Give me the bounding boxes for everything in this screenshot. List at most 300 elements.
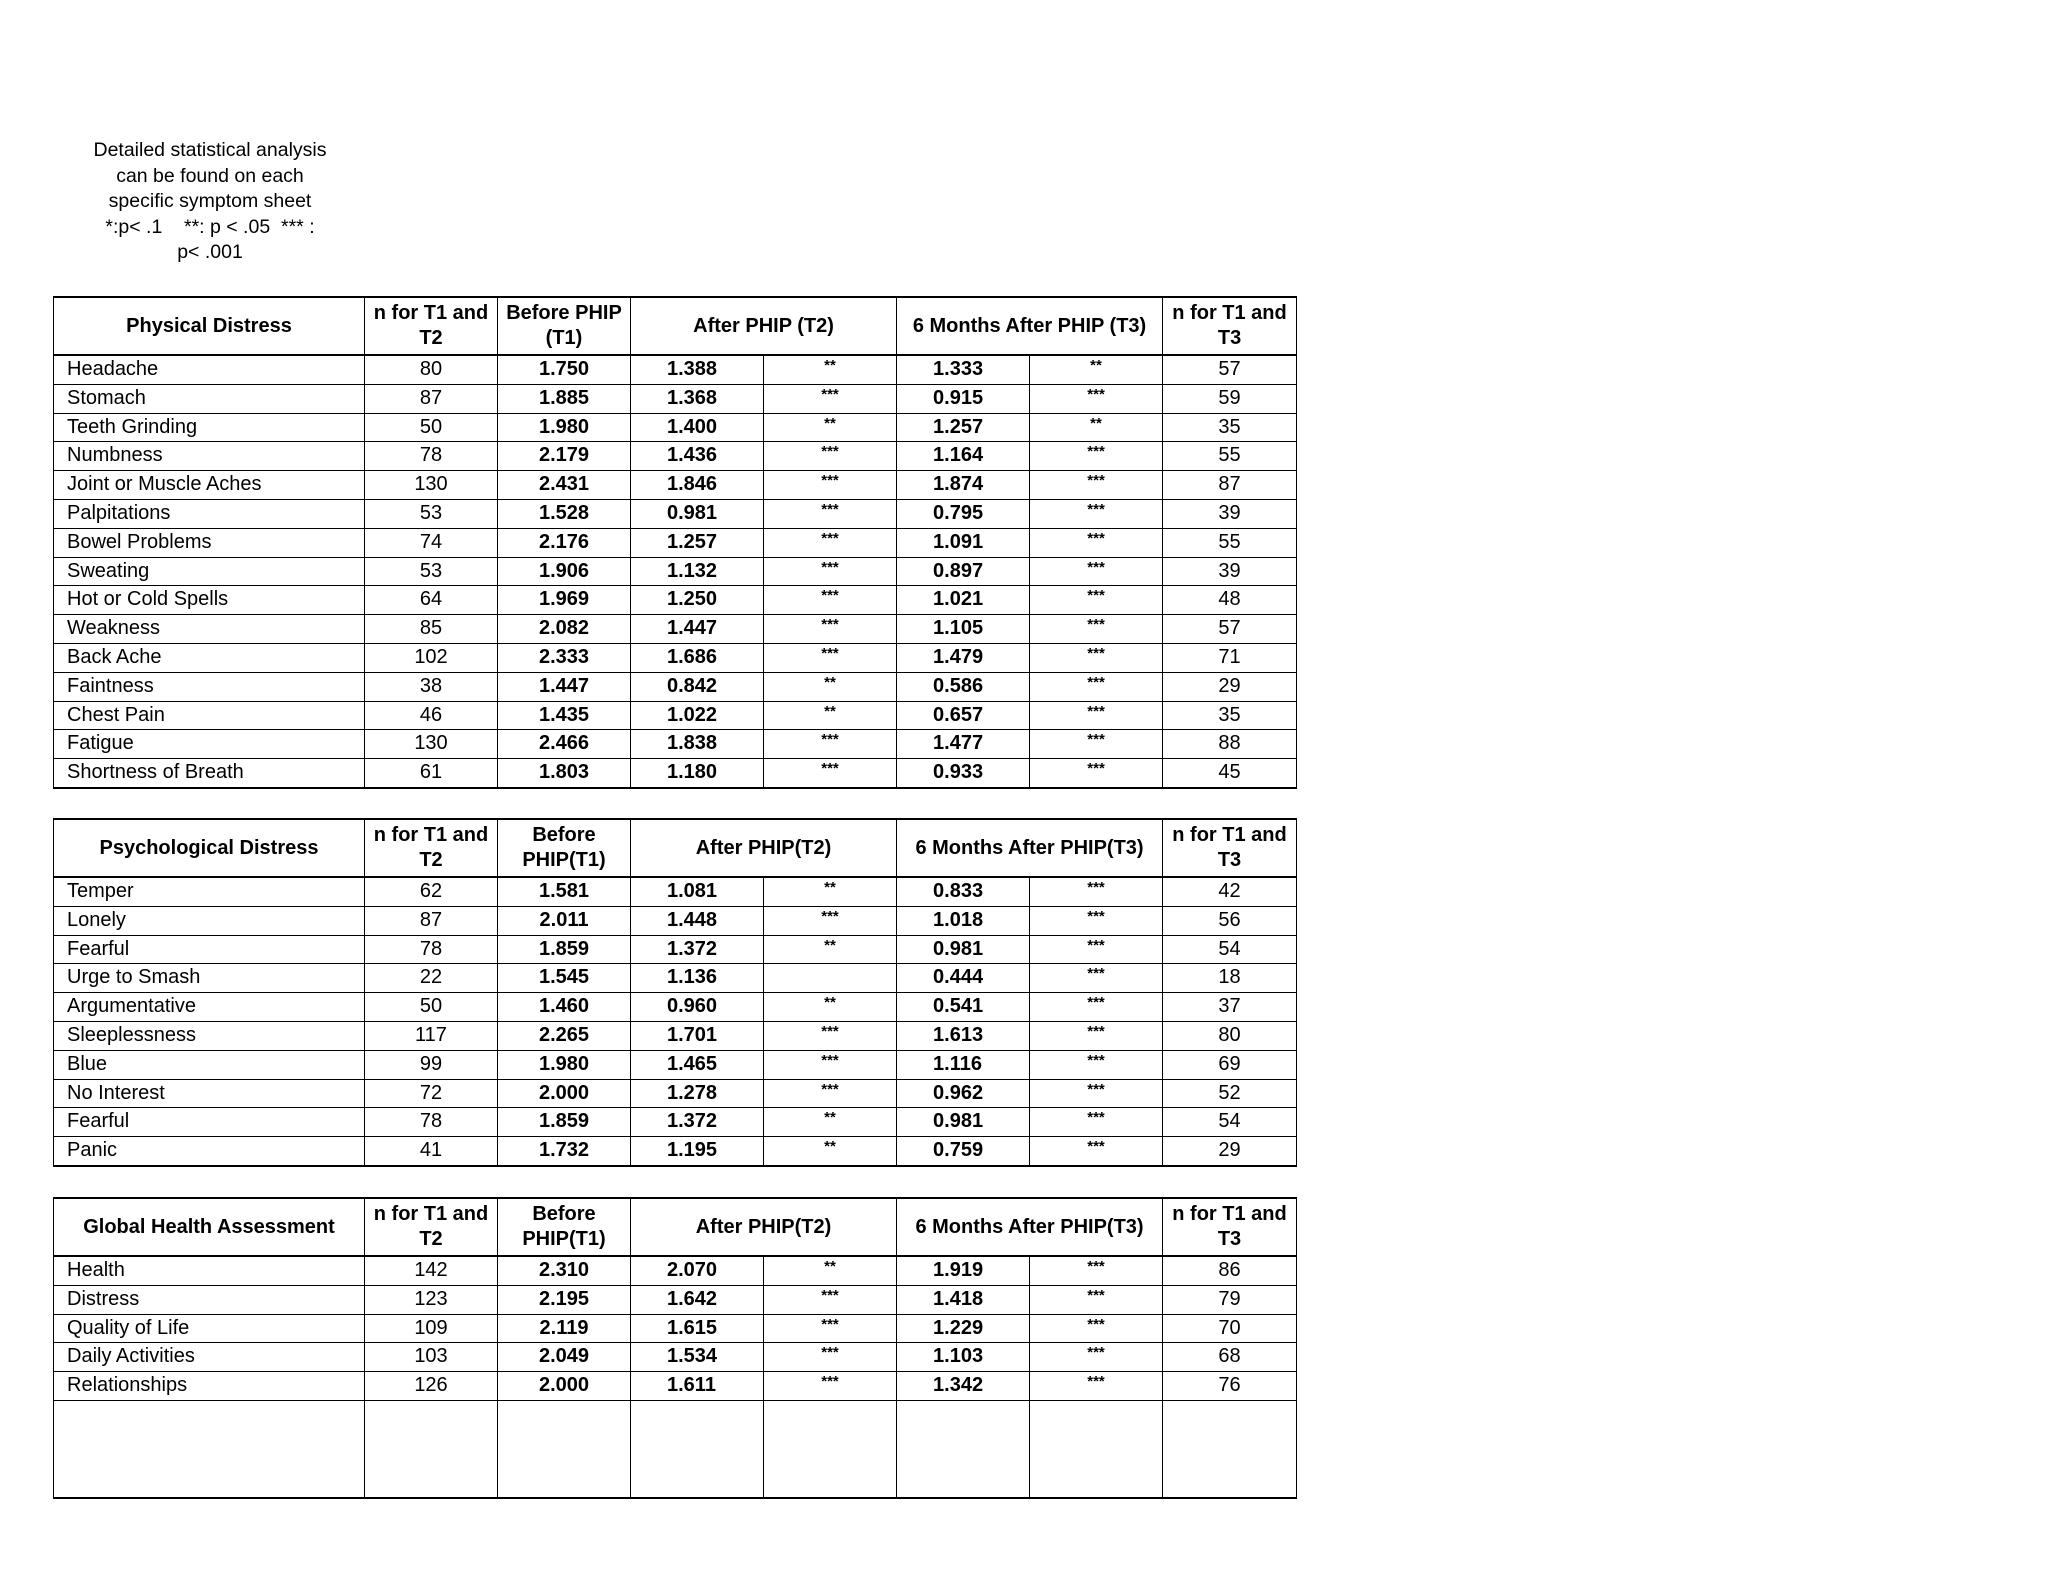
after-t2-cell: 1.180 <box>631 759 764 788</box>
n-t1-t2-header: n for T1 and T2 <box>365 1198 498 1256</box>
sig-t3-cell: *** <box>1030 935 1163 964</box>
before-t1-cell: 2.176 <box>498 528 631 557</box>
after-t2-cell: 1.642 <box>631 1285 764 1314</box>
row-label: Daily Activities <box>54 1343 365 1372</box>
note-line: specific symptom sheet <box>108 190 312 213</box>
sig-t3-cell: *** <box>1030 877 1163 906</box>
n-t1-t3-cell: 55 <box>1163 528 1297 557</box>
n-t1-t2-cell: 22 <box>365 964 498 993</box>
table-row <box>54 1285 1297 1314</box>
n-t1-t3-cell: 86 <box>1163 1256 1297 1285</box>
row-label: Bowel Problems <box>54 528 365 557</box>
sig-t2-cell: *** <box>764 1343 897 1372</box>
empty-cell <box>1163 1400 1297 1498</box>
note-line: Detailed statistical analysis <box>93 139 327 161</box>
sig-t3-cell: *** <box>1030 471 1163 500</box>
n-t1-t2-cell: 117 <box>365 1021 498 1050</box>
empty-cell <box>631 1400 764 1498</box>
table-row <box>54 1079 1297 1108</box>
row-label: No Interest <box>54 1079 365 1108</box>
after-t2-cell: 1.278 <box>631 1079 764 1108</box>
sig-t3-cell: *** <box>1030 384 1163 413</box>
n-t1-t2-cell: 102 <box>365 643 498 672</box>
header-row <box>54 297 1297 355</box>
six-month-t3-cell: 0.981 <box>897 1108 1030 1137</box>
sig-t2-cell <box>764 964 897 993</box>
n-t1-t2-cell: 50 <box>365 413 498 442</box>
table-row <box>54 384 1297 413</box>
sig-t3-cell: *** <box>1030 1372 1163 1401</box>
row-label: Distress <box>54 1285 365 1314</box>
six-month-header: 6 Months After PHIP(T3) <box>897 1198 1163 1256</box>
global-health-table <box>53 1197 1297 1499</box>
sig-t2-cell: *** <box>764 586 897 615</box>
category-header: Psychological Distress <box>54 819 365 877</box>
category-header: Global Health Assessment <box>54 1198 365 1256</box>
six-month-t3-cell: 0.795 <box>897 499 1030 528</box>
before-t1-cell: 2.333 <box>498 643 631 672</box>
n-t1-t3-cell: 56 <box>1163 906 1297 935</box>
row-label: Quality of Life <box>54 1314 365 1343</box>
table-row <box>54 413 1297 442</box>
before-t1-cell: 1.980 <box>498 1050 631 1079</box>
before-t1-cell: 1.460 <box>498 993 631 1022</box>
empty-cell <box>365 1400 498 1498</box>
before-t1-cell: 2.179 <box>498 442 631 471</box>
n-t1-t2-cell: 72 <box>365 1079 498 1108</box>
before-t1-cell: 2.082 <box>498 615 631 644</box>
six-month-t3-cell: 0.833 <box>897 877 1030 906</box>
row-label: Chest Pain <box>54 701 365 730</box>
n-t1-t2-cell: 78 <box>365 935 498 964</box>
empty-cell <box>54 1400 365 1498</box>
table-row <box>54 355 1297 384</box>
n-t1-t3-cell: 54 <box>1163 1108 1297 1137</box>
before-header: Before PHIP(T1) <box>498 1198 631 1256</box>
after-t2-cell: 1.448 <box>631 906 764 935</box>
before-t1-cell: 1.980 <box>498 413 631 442</box>
note-line: *:p< .1 **: p < .05 *** : <box>105 215 315 238</box>
row-label: Stomach <box>54 384 365 413</box>
sig-t2-cell: ** <box>764 701 897 730</box>
after-t2-cell: 1.534 <box>631 1343 764 1372</box>
before-header: Before PHIP(T1) <box>498 819 631 877</box>
six-month-t3-cell: 1.477 <box>897 730 1030 759</box>
n-t1-t3-cell: 35 <box>1163 701 1297 730</box>
n-t1-t2-cell: 142 <box>365 1256 498 1285</box>
sig-t3-cell: *** <box>1030 557 1163 586</box>
sig-t3-cell: *** <box>1030 442 1163 471</box>
sig-t2-cell: *** <box>764 557 897 586</box>
n-t1-t3-cell: 80 <box>1163 1021 1297 1050</box>
row-label: Joint or Muscle Aches <box>54 471 365 500</box>
after-header: After PHIP (T2) <box>631 297 897 355</box>
n-t1-t3-cell: 52 <box>1163 1079 1297 1108</box>
six-month-t3-cell: 0.933 <box>897 759 1030 788</box>
after-t2-cell: 1.081 <box>631 877 764 906</box>
six-month-t3-cell: 0.657 <box>897 701 1030 730</box>
six-month-t3-cell: 0.759 <box>897 1137 1030 1166</box>
n-t1-t3-cell: 70 <box>1163 1314 1297 1343</box>
before-t1-cell: 2.195 <box>498 1285 631 1314</box>
n-t1-t2-cell: 87 <box>365 384 498 413</box>
empty-cell <box>764 1400 897 1498</box>
table-row <box>54 906 1297 935</box>
sig-t2-cell: ** <box>764 1137 897 1166</box>
n-t1-t3-header: n for T1 and T3 <box>1163 819 1297 877</box>
table-row <box>54 877 1297 906</box>
table-row <box>54 586 1297 615</box>
table-row <box>54 499 1297 528</box>
after-t2-cell: 1.436 <box>631 442 764 471</box>
n-t1-t2-header: n for T1 and T2 <box>365 819 498 877</box>
table-row <box>54 1343 1297 1372</box>
n-t1-t3-cell: 57 <box>1163 355 1297 384</box>
sig-t2-cell: *** <box>764 1372 897 1401</box>
after-t2-cell: 1.615 <box>631 1314 764 1343</box>
table-row <box>54 1108 1297 1137</box>
n-t1-t3-cell: 35 <box>1163 413 1297 442</box>
after-t2-cell: 1.372 <box>631 1108 764 1137</box>
six-month-t3-cell: 0.897 <box>897 557 1030 586</box>
sig-t2-cell: *** <box>764 1285 897 1314</box>
table-row <box>54 557 1297 586</box>
six-month-t3-cell: 1.164 <box>897 442 1030 471</box>
six-month-t3-cell: 0.915 <box>897 384 1030 413</box>
after-t2-cell: 1.447 <box>631 615 764 644</box>
six-month-t3-cell: 1.116 <box>897 1050 1030 1079</box>
table-row <box>54 1137 1297 1166</box>
n-t1-t2-cell: 78 <box>365 1108 498 1137</box>
n-t1-t2-cell: 87 <box>365 906 498 935</box>
n-t1-t3-cell: 39 <box>1163 499 1297 528</box>
row-label: Temper <box>54 877 365 906</box>
n-t1-t3-cell: 42 <box>1163 877 1297 906</box>
sig-t3-cell: *** <box>1030 701 1163 730</box>
row-label: Numbness <box>54 442 365 471</box>
n-t1-t3-cell: 59 <box>1163 384 1297 413</box>
sig-t2-cell: ** <box>764 935 897 964</box>
before-t1-cell: 2.119 <box>498 1314 631 1343</box>
after-t2-cell: 1.686 <box>631 643 764 672</box>
before-t1-cell: 2.310 <box>498 1256 631 1285</box>
sig-t2-cell: ** <box>764 355 897 384</box>
n-t1-t2-header: n for T1 and T2 <box>365 297 498 355</box>
row-label: Blue <box>54 1050 365 1079</box>
note-line: can be found on each <box>116 164 304 187</box>
n-t1-t3-cell: 29 <box>1163 1137 1297 1166</box>
table-row <box>54 1372 1297 1401</box>
n-t1-t2-cell: 74 <box>365 528 498 557</box>
six-month-t3-cell: 1.479 <box>897 643 1030 672</box>
before-t1-cell: 1.732 <box>498 1137 631 1166</box>
before-t1-cell: 1.906 <box>498 557 631 586</box>
sig-t3-cell: *** <box>1030 1314 1163 1343</box>
sig-t2-cell: *** <box>764 615 897 644</box>
n-t1-t3-cell: 18 <box>1163 964 1297 993</box>
row-label: Health <box>54 1256 365 1285</box>
sig-t2-cell: ** <box>764 413 897 442</box>
six-month-t3-cell: 1.342 <box>897 1372 1030 1401</box>
before-t1-cell: 1.528 <box>498 499 631 528</box>
n-t1-t3-cell: 54 <box>1163 935 1297 964</box>
after-header: After PHIP(T2) <box>631 819 897 877</box>
n-t1-t3-cell: 29 <box>1163 672 1297 701</box>
table-row <box>54 701 1297 730</box>
n-t1-t3-cell: 39 <box>1163 557 1297 586</box>
sig-t2-cell: *** <box>764 1079 897 1108</box>
after-t2-cell: 1.132 <box>631 557 764 586</box>
table-row <box>54 730 1297 759</box>
empty-cell <box>897 1400 1030 1498</box>
before-t1-cell: 1.581 <box>498 877 631 906</box>
after-t2-cell: 0.842 <box>631 672 764 701</box>
sig-t3-cell: *** <box>1030 1256 1163 1285</box>
header-row <box>54 819 1297 877</box>
sig-t3-cell: *** <box>1030 1021 1163 1050</box>
row-label: Hot or Cold Spells <box>54 586 365 615</box>
sig-t3-cell: *** <box>1030 1285 1163 1314</box>
row-label: Headache <box>54 355 365 384</box>
n-t1-t2-cell: 130 <box>365 730 498 759</box>
n-t1-t3-cell: 48 <box>1163 586 1297 615</box>
n-t1-t2-cell: 78 <box>365 442 498 471</box>
six-month-header: 6 Months After PHIP (T3) <box>897 297 1163 355</box>
six-month-t3-cell: 1.103 <box>897 1343 1030 1372</box>
physical-distress-table <box>53 296 1297 789</box>
n-t1-t2-cell: 64 <box>365 586 498 615</box>
after-t2-cell: 2.070 <box>631 1256 764 1285</box>
before-t1-cell: 2.049 <box>498 1343 631 1372</box>
six-month-t3-cell: 1.091 <box>897 528 1030 557</box>
table-row <box>54 528 1297 557</box>
row-label: Urge to Smash <box>54 964 365 993</box>
table-row <box>54 442 1297 471</box>
n-t1-t2-cell: 41 <box>365 1137 498 1166</box>
after-t2-cell: 1.195 <box>631 1137 764 1166</box>
after-t2-cell: 1.250 <box>631 586 764 615</box>
before-t1-cell: 1.859 <box>498 935 631 964</box>
n-t1-t2-cell: 53 <box>365 557 498 586</box>
n-t1-t3-cell: 69 <box>1163 1050 1297 1079</box>
table-row <box>54 935 1297 964</box>
before-t1-cell: 1.803 <box>498 759 631 788</box>
sig-t2-cell: ** <box>764 1108 897 1137</box>
row-label: Lonely <box>54 906 365 935</box>
sig-t3-cell: *** <box>1030 528 1163 557</box>
table-row <box>54 1050 1297 1079</box>
sig-t2-cell: *** <box>764 471 897 500</box>
sig-t3-cell: *** <box>1030 993 1163 1022</box>
empty-cell <box>1030 1400 1163 1498</box>
after-t2-cell: 1.400 <box>631 413 764 442</box>
before-t1-cell: 1.750 <box>498 355 631 384</box>
six-month-t3-cell: 1.021 <box>897 586 1030 615</box>
sig-t3-cell: *** <box>1030 1108 1163 1137</box>
sig-t3-cell: *** <box>1030 499 1163 528</box>
sig-t2-cell: *** <box>764 384 897 413</box>
n-t1-t3-cell: 37 <box>1163 993 1297 1022</box>
after-t2-cell: 1.465 <box>631 1050 764 1079</box>
sig-t3-cell: *** <box>1030 672 1163 701</box>
six-month-t3-cell: 1.874 <box>897 471 1030 500</box>
table-row <box>54 1256 1297 1285</box>
after-t2-cell: 1.022 <box>631 701 764 730</box>
psychological-distress-table <box>53 818 1297 1167</box>
before-t1-cell: 1.545 <box>498 964 631 993</box>
table-row <box>54 643 1297 672</box>
n-t1-t2-cell: 53 <box>365 499 498 528</box>
sig-t3-cell: *** <box>1030 643 1163 672</box>
after-t2-cell: 1.846 <box>631 471 764 500</box>
row-label: Back Ache <box>54 643 365 672</box>
n-t1-t2-cell: 109 <box>365 1314 498 1343</box>
sig-t3-cell: *** <box>1030 1343 1163 1372</box>
before-t1-cell: 1.969 <box>498 586 631 615</box>
row-label: Argumentative <box>54 993 365 1022</box>
sig-t3-cell: *** <box>1030 1050 1163 1079</box>
sig-t3-cell: *** <box>1030 759 1163 788</box>
after-t2-cell: 1.368 <box>631 384 764 413</box>
n-t1-t2-cell: 61 <box>365 759 498 788</box>
row-label: Sweating <box>54 557 365 586</box>
table-row <box>54 1021 1297 1050</box>
n-t1-t2-cell: 62 <box>365 877 498 906</box>
sig-t2-cell: *** <box>764 528 897 557</box>
category-header: Physical Distress <box>54 297 365 355</box>
before-t1-cell: 1.447 <box>498 672 631 701</box>
table-row <box>54 993 1297 1022</box>
six-month-t3-cell: 0.981 <box>897 935 1030 964</box>
row-label: Shortness of Breath <box>54 759 365 788</box>
sig-t2-cell: *** <box>764 759 897 788</box>
row-label: Fearful <box>54 935 365 964</box>
n-t1-t3-header: n for T1 and T3 <box>1163 297 1297 355</box>
row-label: Panic <box>54 1137 365 1166</box>
n-t1-t3-header: n for T1 and T3 <box>1163 1198 1297 1256</box>
sig-t3-cell: *** <box>1030 964 1163 993</box>
sig-t2-cell: *** <box>764 730 897 759</box>
n-t1-t2-cell: 50 <box>365 993 498 1022</box>
table-row <box>54 672 1297 701</box>
sig-t2-cell: *** <box>764 1021 897 1050</box>
sig-t2-cell: ** <box>764 1256 897 1285</box>
n-t1-t2-cell: 85 <box>365 615 498 644</box>
before-t1-cell: 2.466 <box>498 730 631 759</box>
after-t2-cell: 0.960 <box>631 993 764 1022</box>
table-row <box>54 471 1297 500</box>
row-label: Teeth Grinding <box>54 413 365 442</box>
sig-t2-cell: ** <box>764 993 897 1022</box>
n-t1-t2-cell: 38 <box>365 672 498 701</box>
sig-t2-cell: *** <box>764 1050 897 1079</box>
sig-t2-cell: *** <box>764 643 897 672</box>
six-month-t3-cell: 0.586 <box>897 672 1030 701</box>
six-month-t3-cell: 1.257 <box>897 413 1030 442</box>
row-label: Relationships <box>54 1372 365 1401</box>
sig-t3-cell: *** <box>1030 1079 1163 1108</box>
n-t1-t2-cell: 103 <box>365 1343 498 1372</box>
sig-t3-cell: *** <box>1030 586 1163 615</box>
sig-t3-cell: *** <box>1030 730 1163 759</box>
n-t1-t3-cell: 68 <box>1163 1343 1297 1372</box>
table-row <box>54 615 1297 644</box>
before-header: Before PHIP (T1) <box>498 297 631 355</box>
empty-row <box>54 1400 1297 1498</box>
six-month-t3-cell: 1.613 <box>897 1021 1030 1050</box>
six-month-t3-cell: 0.541 <box>897 993 1030 1022</box>
n-t1-t2-cell: 80 <box>365 355 498 384</box>
six-month-t3-cell: 1.018 <box>897 906 1030 935</box>
sig-t3-cell: ** <box>1030 413 1163 442</box>
table-row <box>54 1314 1297 1343</box>
table-row <box>54 759 1297 788</box>
six-month-t3-cell: 1.105 <box>897 615 1030 644</box>
sig-t3-cell: *** <box>1030 615 1163 644</box>
n-t1-t3-cell: 55 <box>1163 442 1297 471</box>
six-month-t3-cell: 1.418 <box>897 1285 1030 1314</box>
row-label: Palpitations <box>54 499 365 528</box>
sig-t3-cell: *** <box>1030 1137 1163 1166</box>
n-t1-t2-cell: 123 <box>365 1285 498 1314</box>
row-label: Weakness <box>54 615 365 644</box>
n-t1-t3-cell: 87 <box>1163 471 1297 500</box>
six-month-t3-cell: 1.919 <box>897 1256 1030 1285</box>
row-label: Fatigue <box>54 730 365 759</box>
n-t1-t2-cell: 126 <box>365 1372 498 1401</box>
row-label: Sleeplessness <box>54 1021 365 1050</box>
row-label: Fearful <box>54 1108 365 1137</box>
n-t1-t3-cell: 79 <box>1163 1285 1297 1314</box>
table-row <box>54 964 1297 993</box>
n-t1-t3-cell: 76 <box>1163 1372 1297 1401</box>
six-month-header: 6 Months After PHIP(T3) <box>897 819 1163 877</box>
n-t1-t2-cell: 99 <box>365 1050 498 1079</box>
before-t1-cell: 1.885 <box>498 384 631 413</box>
sig-t3-cell: ** <box>1030 355 1163 384</box>
n-t1-t3-cell: 45 <box>1163 759 1297 788</box>
after-t2-cell: 1.257 <box>631 528 764 557</box>
sig-t2-cell: ** <box>764 672 897 701</box>
after-t2-cell: 1.838 <box>631 730 764 759</box>
before-t1-cell: 2.000 <box>498 1079 631 1108</box>
before-t1-cell: 2.431 <box>498 471 631 500</box>
after-t2-cell: 1.388 <box>631 355 764 384</box>
before-t1-cell: 1.435 <box>498 701 631 730</box>
n-t1-t2-cell: 130 <box>365 471 498 500</box>
sig-t2-cell: ** <box>764 877 897 906</box>
row-label: Faintness <box>54 672 365 701</box>
six-month-t3-cell: 0.962 <box>897 1079 1030 1108</box>
sig-t3-cell: *** <box>1030 906 1163 935</box>
empty-cell <box>498 1400 631 1498</box>
before-t1-cell: 2.265 <box>498 1021 631 1050</box>
sig-t2-cell: *** <box>764 906 897 935</box>
after-t2-cell: 1.136 <box>631 964 764 993</box>
header-row <box>54 1198 1297 1256</box>
after-header: After PHIP(T2) <box>631 1198 897 1256</box>
after-t2-cell: 0.981 <box>631 499 764 528</box>
after-t2-cell: 1.372 <box>631 935 764 964</box>
n-t1-t3-cell: 88 <box>1163 730 1297 759</box>
n-t1-t3-cell: 57 <box>1163 615 1297 644</box>
before-t1-cell: 2.011 <box>498 906 631 935</box>
sig-t2-cell: *** <box>764 1314 897 1343</box>
before-t1-cell: 1.859 <box>498 1108 631 1137</box>
note-line: p< .001 <box>177 241 243 264</box>
sig-t2-cell: *** <box>764 499 897 528</box>
n-t1-t2-cell: 46 <box>365 701 498 730</box>
